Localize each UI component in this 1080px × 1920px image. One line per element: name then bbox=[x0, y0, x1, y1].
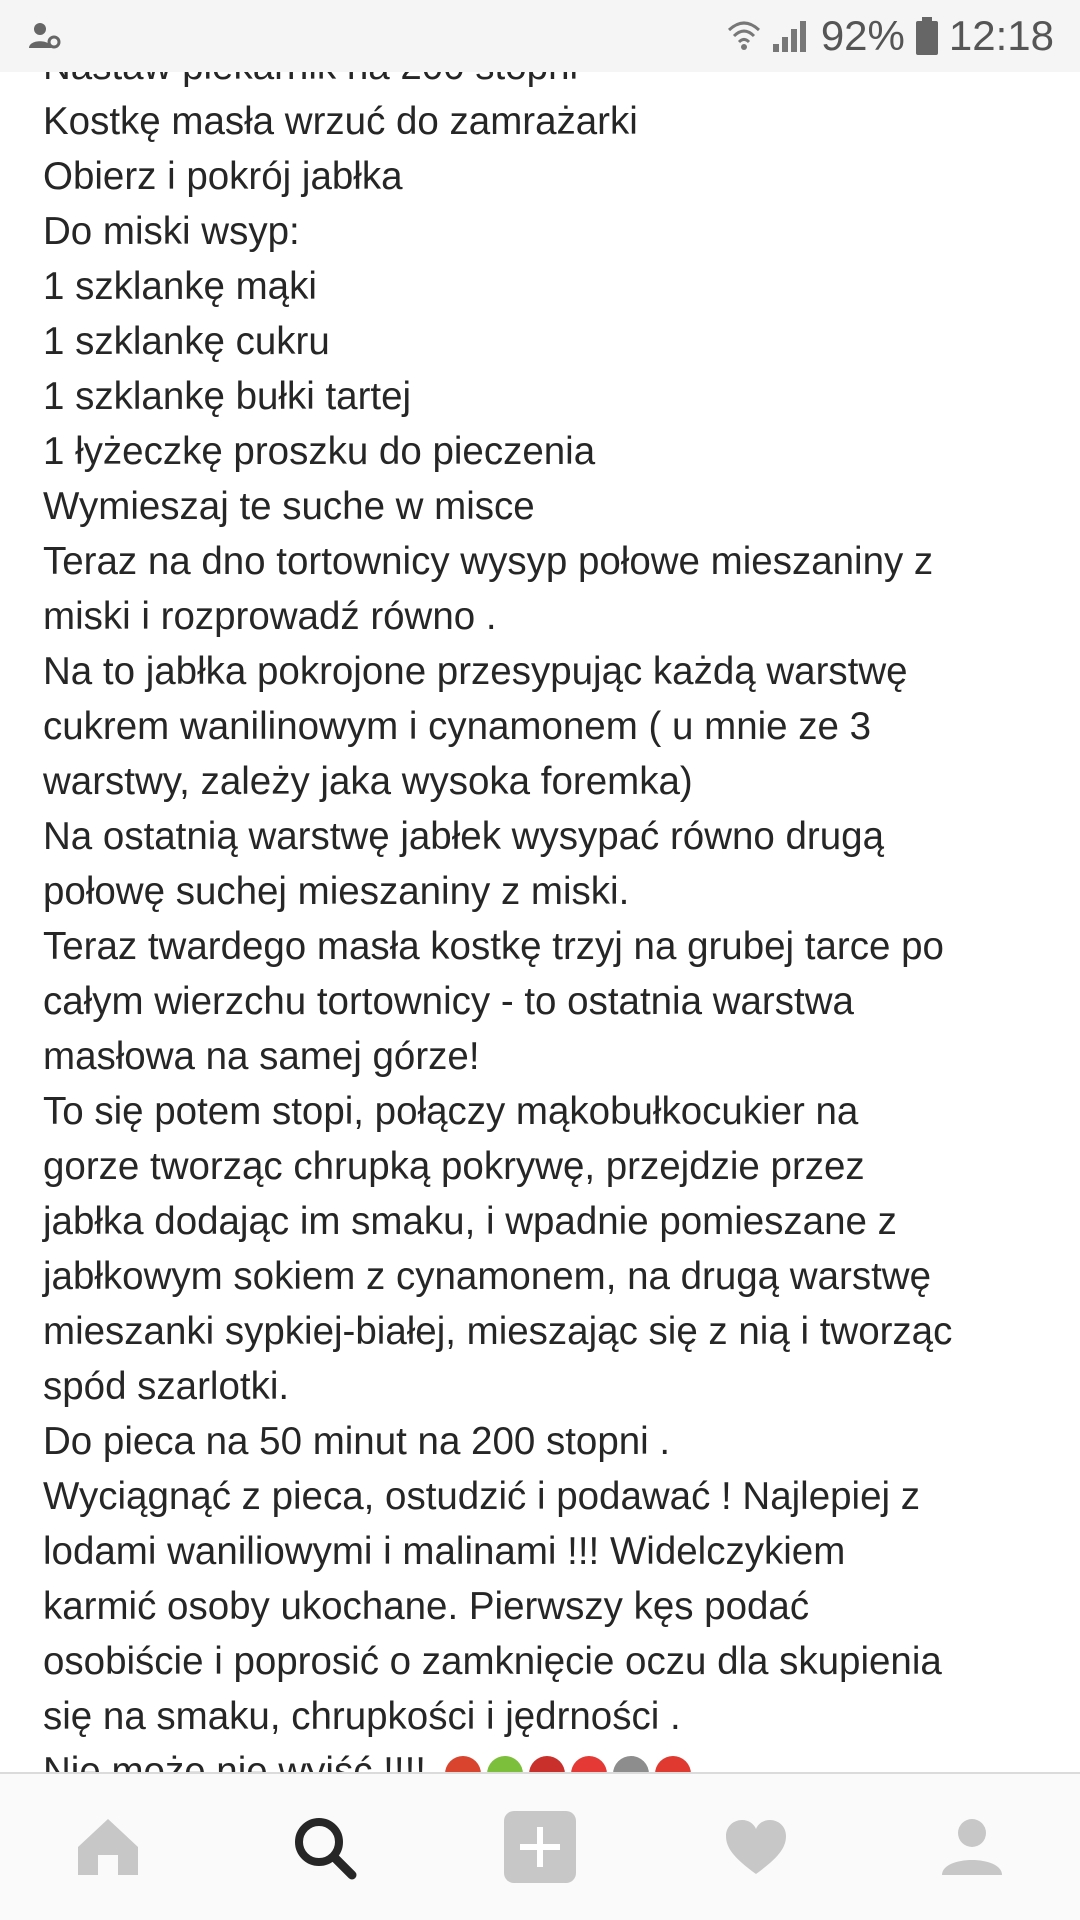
caption-line: warstwy, zależy jaka wysoka foremka) bbox=[43, 760, 693, 803]
caption-line: połowę suchej mieszaniny z miski. bbox=[43, 870, 630, 913]
nav-home-button[interactable] bbox=[48, 1787, 168, 1907]
caption-line: 1 szklankę mąki bbox=[43, 265, 317, 308]
caption-line: jabłkowym sokiem z cynamonem, na drugą warstwę bbox=[43, 1255, 931, 1298]
nav-search-button[interactable] bbox=[264, 1787, 384, 1907]
nav-profile-button[interactable] bbox=[912, 1787, 1032, 1907]
caption-line: się na smaku, chrupkości i jędrności . bbox=[43, 1695, 681, 1738]
caption-line: Teraz na dno tortownicy wysyp połowe mieszaniny z bbox=[43, 540, 934, 583]
add-post-icon bbox=[504, 1811, 576, 1883]
wifi-icon bbox=[727, 18, 761, 54]
caption-line: gorze tworząc chrupką pokrywę, przejdzie przez bbox=[43, 1145, 865, 1188]
caption-line: cukrem wanilinowym i cynamonem ( u mnie ze 3 bbox=[43, 705, 872, 748]
caption-line: mieszanki sypkiej-białej, mieszając się z nią i tworząc bbox=[43, 1310, 953, 1353]
caption-line: osobiście i poprosić o zamknięcie oczu dla skupienia bbox=[43, 1640, 942, 1683]
search-icon bbox=[292, 1815, 356, 1879]
nav-activity-button[interactable] bbox=[696, 1787, 816, 1907]
caption-line: Kostkę masła wrzuć do zamrażarki bbox=[43, 100, 638, 143]
profile-icon bbox=[940, 1817, 1004, 1877]
clock: 12:18 bbox=[948, 12, 1054, 59]
caption-line: Obierz i pokrój jabłka bbox=[43, 155, 403, 198]
caption-line: Wymieszaj te suche w misce bbox=[43, 485, 535, 528]
caption-line: spód szarlotki. bbox=[43, 1365, 290, 1408]
caption-line: 1 szklankę cukru bbox=[43, 320, 330, 363]
caption-line: Wyciągnąć z pieca, ostudzić i podawać ! Najlepiej z bbox=[43, 1475, 921, 1518]
battery-percent: 92% bbox=[820, 12, 905, 59]
status-bar bbox=[0, 0, 1080, 72]
caption-line: Na to jabłka pokrojone przesypując każdą warstwę bbox=[43, 650, 908, 693]
post-caption bbox=[43, 39, 1043, 1799]
caption-line: To się potem stopi, połączy mąkobułkocukier na bbox=[43, 1090, 859, 1133]
caption-line: jabłka dodając im smaku, i wpadnie pomieszane z bbox=[43, 1200, 897, 1243]
caption-line: 1 szklankę bułki tartej bbox=[43, 375, 412, 418]
home-icon bbox=[76, 1817, 140, 1877]
caption-line: lodami waniliowymi i malinami !!! Widelczykiem bbox=[43, 1530, 846, 1573]
caption-line: Do miski wsyp: bbox=[43, 210, 300, 253]
bottom-navigation bbox=[0, 1772, 1080, 1920]
caption-line: Na ostatnią warstwę jabłek wysypać równo drugą bbox=[43, 815, 884, 858]
caption-line: całym wierzchu tortownicy - to ostatnia warstwa bbox=[43, 980, 854, 1023]
post-content[interactable] bbox=[0, 72, 1080, 1774]
activity-heart-icon bbox=[724, 1818, 788, 1876]
caption-line: miski i rozprowadź równo . bbox=[43, 595, 497, 638]
caption-line: karmić osoby ukochane. Pierwszy kęs podać bbox=[43, 1585, 810, 1628]
signal-icon bbox=[771, 18, 811, 54]
caption-line: 1 łyżeczkę proszku do pieczenia bbox=[43, 430, 596, 473]
caption-line: masłowa na samej górze! bbox=[43, 1035, 480, 1078]
battery-icon bbox=[915, 16, 939, 56]
nav-add-post-button[interactable] bbox=[480, 1787, 600, 1907]
caption-line: Do pieca na 50 minut na 200 stopni . bbox=[43, 1420, 671, 1463]
person-location-icon bbox=[26, 18, 62, 54]
caption-line: Teraz twardego masła kostkę trzyj na grubej tarce po bbox=[43, 925, 944, 968]
